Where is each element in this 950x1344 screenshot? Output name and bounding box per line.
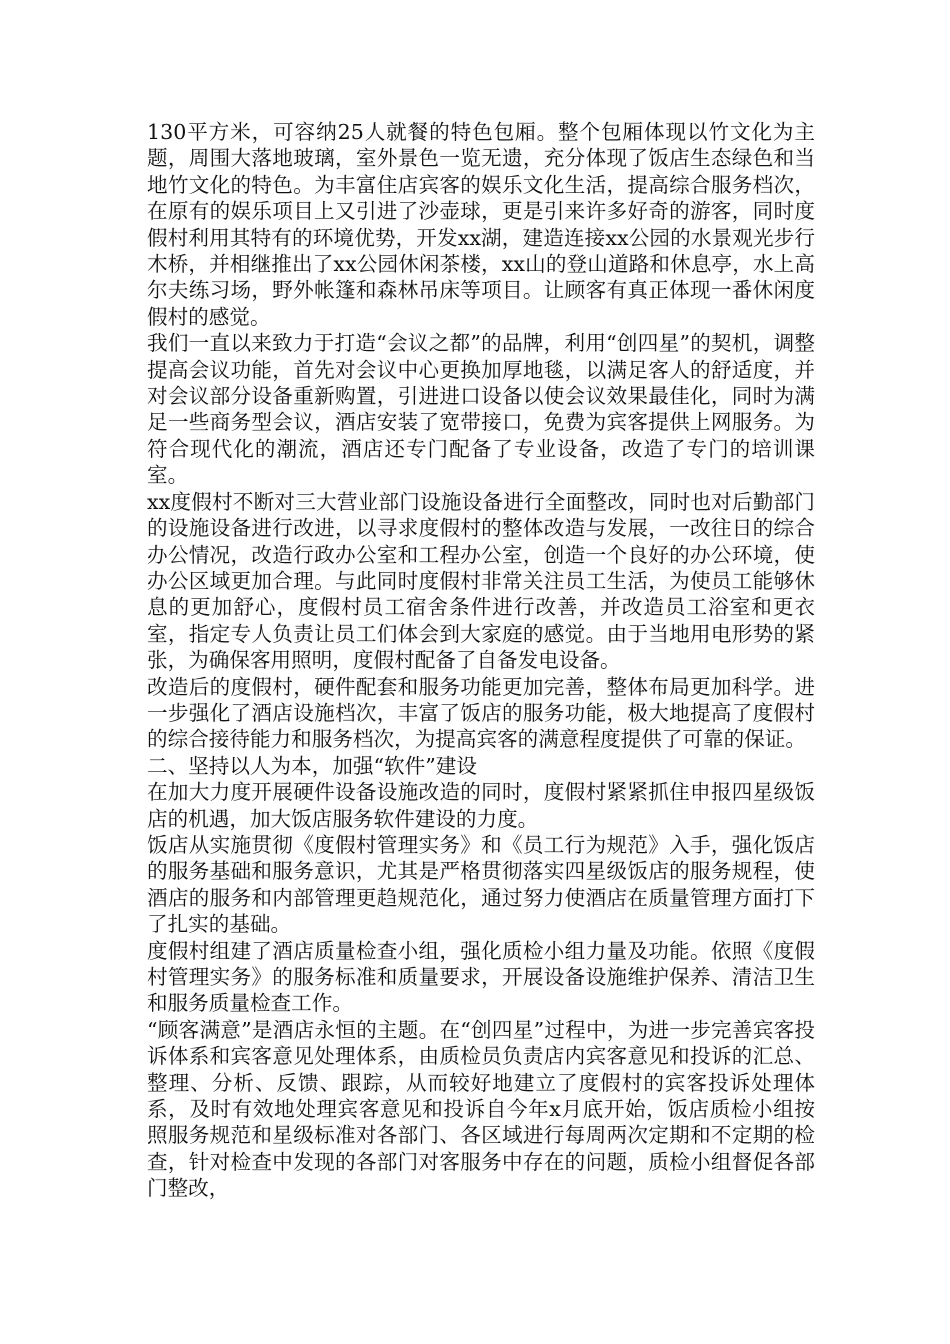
paragraph-customer-satisfaction: “顾客满意”是酒店永恒的主题。在“创四星”过程中，为进一步完善宾客投诉体系和宾客意见处理体系，由质检员负责店内宾客意见和投诉的汇总、整理、分析、反馈、跟踪，从而较好地建立了度假村的宾客投诉处理体系，及时有效地处理宾客意见和投诉自今年x月底开始，饭店质检小组按照服务规范和星级标准对各部门、各区域进行每周两次定期和不定期的检查，针对检查中发现的各部门对客服务中存在的问题，质检小组督促各部门整改，	[147, 1017, 815, 1201]
paragraph-private-rooms: 130平方米，可容纳25人就餐的特色包厢。整个包厢体现以竹文化为主题，周围大落地玻璃，室外景色一览无遗，充分体现了饭店生态绿色和当地竹文化的特色。为丰富住店宾客的娱乐文化生活，提高综合服务档次，在原有的娱乐项目上又引进了沙壶球，更是引来许多好奇的游客，同时度假村利用其特有的环境优势，开发xx湖，建造连接xx公园的水景观光步行木桥，并相继推出了xx公园休闲茶楼，xx山的登山道路和休息亭，水上高尔夫练习场，野外帐篷和森林吊床等项目。让顾客有真正体现一番休闲度假村的感觉。	[147, 120, 815, 329]
paragraph-software-intro: 在加大力度开展硬件设备设施改造的同时，度假村紧紧抓住申报四星级饭店的机遇，加大饭店服务软件建设的力度。	[147, 780, 815, 831]
paragraph-conference-brand: 我们一直以来致力于打造“会议之都”的品牌，利用“创四星”的契机，调整提高会议功能，首先对会议中心更换加厚地毯，以满足客人的舒适度，并对会议部分设备重新购置，引进进口设备以使会议效果最佳化，同时为满足一些商务型会议，酒店安装了宽带接口，免费为宾客提供上网服务。为符合现代化的潮流，酒店还专门配备了专业设备，改造了专门的培训课室。	[147, 331, 815, 488]
paragraph-management-standards: 饭店从实施贯彻《度假村管理实务》和《员工行为规范》入手，强化饭店的服务基础和服务意识，尤其是严格贯彻落实四星级饭店的服务规程，使酒店的服务和内部管理更趋规范化，通过努力使酒店在质量管理方面打下了扎实的基础。	[147, 832, 815, 937]
section-heading-software: 二、坚持以人为本，加强“软件”建设	[147, 753, 477, 778]
paragraph-quality-team: 度假村组建了酒店质量检查小组，强化质检小组力量及功能。依照《度假村管理实务》的服务标准和质量要求，开展设备设施维护保养、清洁卫生和服务质量检查工作。	[147, 938, 815, 1016]
paragraph-facility-renovation: xx度假村不断对三大营业部门设施设备进行全面整改，同时也对后勤部门的设施设备进行改进，以寻求度假村的整体改造与发展，一改往日的综合办公情况，改造行政办公室和工程办公室，创造一个良好的办公环境，使办公区域更加合理。与此同时度假村非常关注员工生活，为使员工能够休息的更加舒心，度假村员工宿舍条件进行改善，并改造员工浴室和更衣室，指定专人负责让员工们体会到大家庭的感觉。由于当地用电形势的紧张，为确保客用照明，度假村配备了自备发电设备。	[147, 489, 815, 673]
document-body	[147, 119, 815, 1202]
paragraph-renovation-result: 改造后的度假村，硬件配套和服务功能更加完善，整体布局更加科学。进一步强化了酒店设施档次，丰富了饭店的服务功能，极大地提高了度假村的综合接待能力和服务档次，为提高宾客的满意程度提供了可靠的保证。	[147, 674, 815, 752]
